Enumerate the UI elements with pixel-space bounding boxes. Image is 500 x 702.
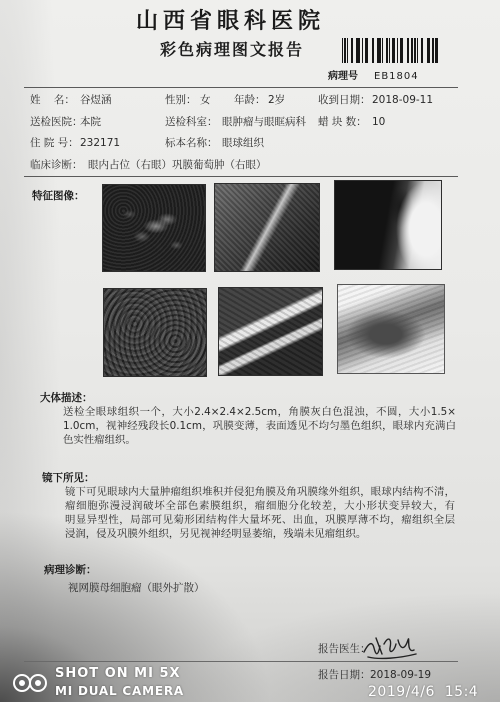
pathological-diagnosis-heading: 病理诊断： <box>44 564 97 576</box>
info-divider <box>24 176 458 177</box>
report-date: 2018-09-19 <box>370 669 432 681</box>
received-date: 2018-09-11 <box>372 94 434 106</box>
clinical-diagnosis-label: 临床诊断： <box>30 159 83 171</box>
clinical-diagnosis: 眼内占位（右眼）巩膜葡萄肿（右眼） <box>88 159 267 171</box>
inpatient-number-label: 住 院 号： <box>30 137 79 149</box>
microscopic-findings-line: 浸润，侵及巩膜外组织，另见视神经明显萎缩，残端未见瘤组织。 <box>65 528 367 540</box>
specimen-name: 眼球组织 <box>222 137 264 149</box>
age-label: 年龄： <box>234 94 266 106</box>
gross-description-heading: 大体描述： <box>40 392 93 404</box>
footer-divider <box>24 661 458 662</box>
submitting-hospital: 本院 <box>80 116 101 128</box>
received-date-label: 收到日期： <box>318 94 371 106</box>
pathology-number-label: 病理号 <box>328 71 358 82</box>
pathology-number: EB1804 <box>374 71 419 82</box>
gross-description-line: 色实性瘤组织。 <box>63 434 136 446</box>
wax-blocks-label: 蜡 块 数： <box>318 116 367 128</box>
histology-image-1 <box>102 184 206 272</box>
submitting-department: 眼肿瘤与眼眶病科 <box>222 116 306 128</box>
pathological-diagnosis: 视网膜母细胞瘤（眼外扩散） <box>68 582 205 594</box>
submitting-hospital-label: 送检医院： <box>30 116 83 128</box>
camera-watermark-line2: MI DUAL CAMERA <box>55 684 184 698</box>
gross-description-line: 送检全眼球组织一个，大小2.4×2.4×2.5cm，角膜灰白色混浊，不圆，大小1.5× <box>63 406 456 418</box>
gross-description-line: 1.0cm，视神经残段长0.1cm，巩膜变薄，表面透见不均匀墨色组织，眼球内充满白 <box>63 420 456 432</box>
histology-image-6 <box>337 284 445 374</box>
histology-image-3 <box>334 180 442 270</box>
microscopic-findings-line: 镜下可见眼球内大量肿瘤组织堆积并侵犯角膜及角巩膜缘外组织，眼球内结构不清， <box>65 486 455 498</box>
wax-blocks-count: 10 <box>372 116 386 128</box>
histology-image-5 <box>218 287 323 376</box>
reporting-doctor-label: 报告医生： <box>318 643 371 655</box>
microscopic-findings-line: 瘤细胞弥漫浸润破坏全部色素膜组织，瘤细胞分化较差，大小形状变异较大，有 <box>65 500 455 512</box>
doctor-signature <box>360 626 418 662</box>
microscopic-findings-line: 明显异型性，局部可见菊形团结构伴大量坏死、出血，巩膜厚薄不均，瘤组织全层 <box>65 514 455 526</box>
submitting-department-label: 送检科室： <box>165 116 218 128</box>
feature-images-heading: 特征图像： <box>32 190 85 202</box>
camera-watermark-line1: SHOT ON MI 5X <box>55 666 181 681</box>
sex-value: 女 <box>200 94 211 106</box>
patient-name: 谷煜涵 <box>80 94 112 106</box>
histology-image-4 <box>103 288 207 377</box>
specimen-label: 标本名称： <box>165 137 218 149</box>
barcode <box>342 38 439 63</box>
age-value: 2岁 <box>268 94 286 106</box>
header-divider <box>24 87 458 88</box>
report-title: 彩色病理图文报告 <box>160 40 305 59</box>
report-date-label: 报告日期： <box>318 669 371 681</box>
sex-label: 性别： <box>165 94 197 106</box>
camera-timestamp: 2019/4/6 15:4 <box>368 684 479 700</box>
patient-name-label: 姓 名： <box>30 94 75 106</box>
histology-image-2 <box>214 183 320 272</box>
microscopic-findings-heading: 镜下所见： <box>42 472 95 484</box>
inpatient-number: 232171 <box>80 137 121 149</box>
hospital-name: 山西省眼科医院 <box>136 8 326 34</box>
camera-logo-icon <box>12 672 48 694</box>
